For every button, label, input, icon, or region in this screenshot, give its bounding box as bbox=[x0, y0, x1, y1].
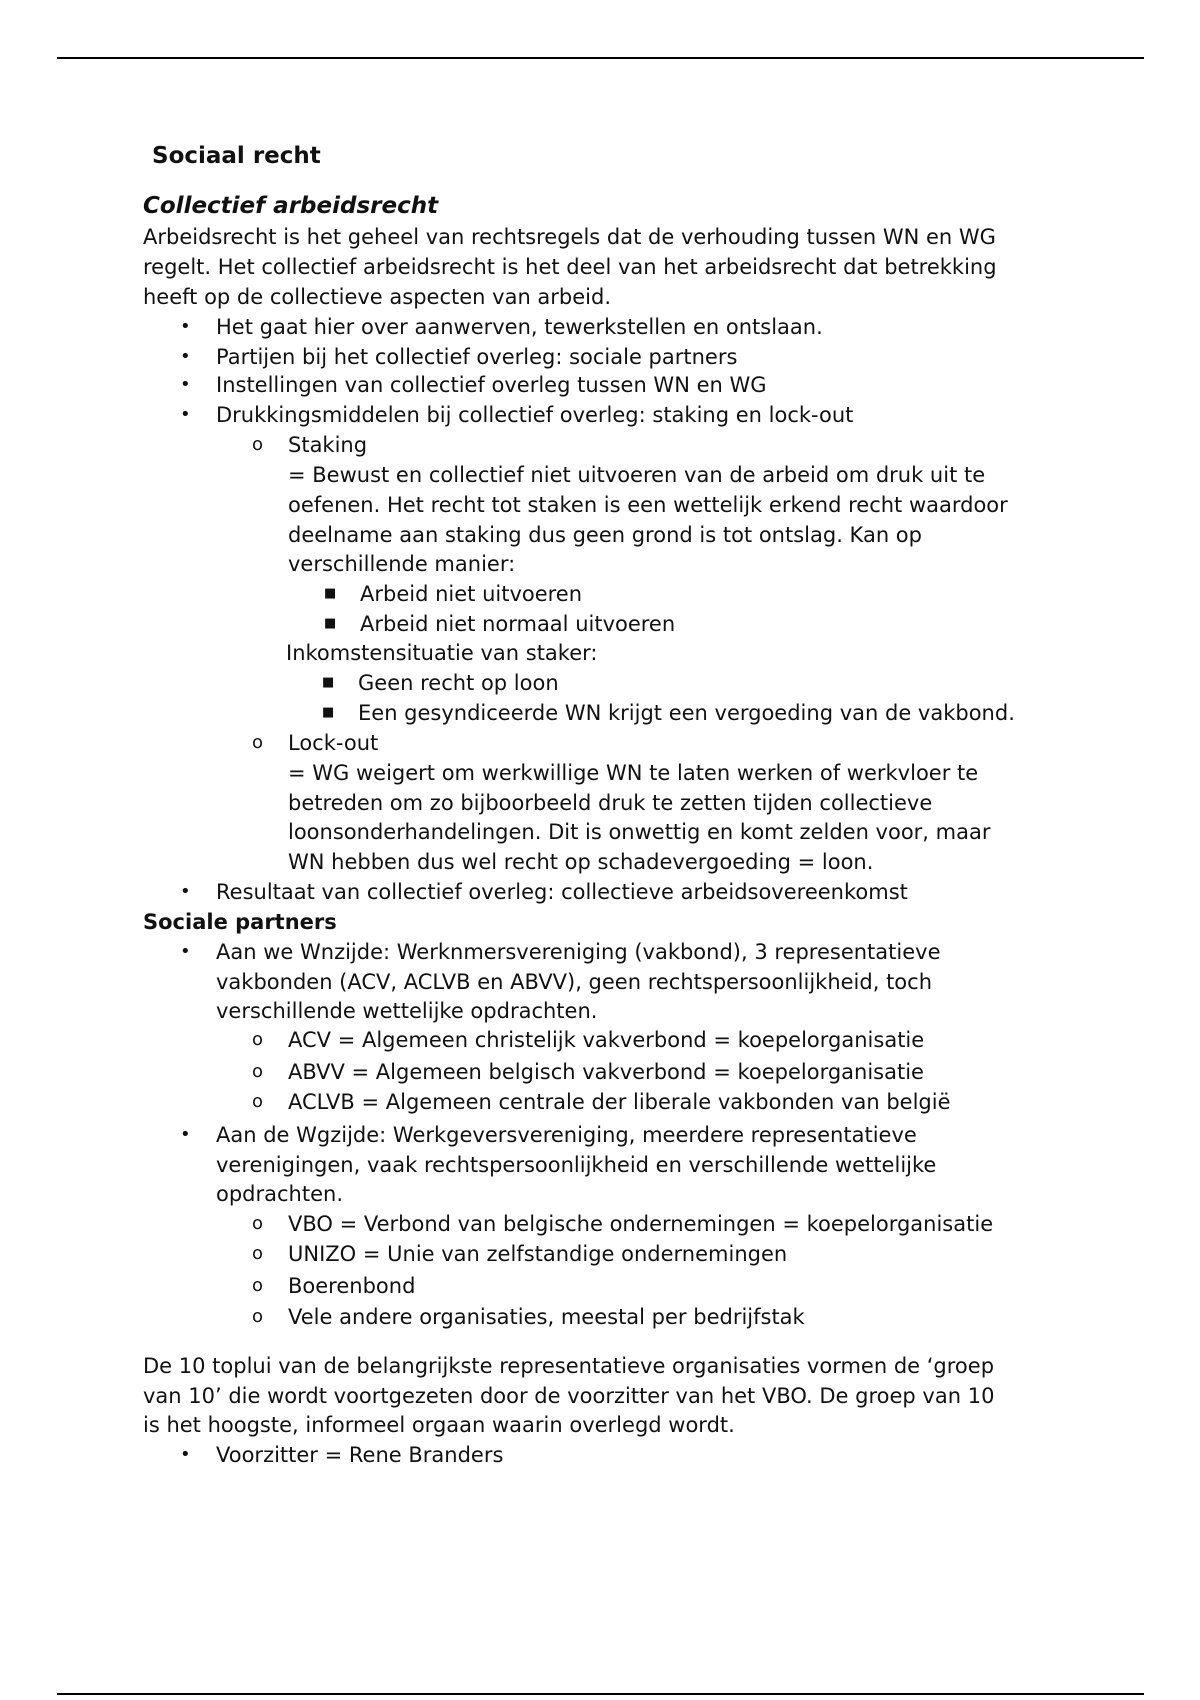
sub-bullet-o: o bbox=[252, 1061, 264, 1082]
footer-rule bbox=[57, 1693, 1144, 1695]
staking-desc-line: deelname aan staking dus geen grond is tot ontslag. Kan op bbox=[288, 523, 922, 547]
sub-item-lockout: Lock-out bbox=[288, 731, 379, 755]
groep10-line: van 10’ die wordt voortgezeten door de voorzitter van het VBO. De groep van 10 bbox=[143, 1384, 995, 1408]
sub-bullet-o: o bbox=[252, 732, 264, 753]
intro-line: regelt. Het collectief arbeidsrecht is het deel van het arbeidsrecht dat betrekking bbox=[143, 255, 997, 279]
sub-bullet-o: o bbox=[252, 1306, 264, 1327]
wn-item: ACLVB = Algemeen centrale der liberale vakbonden van belgië bbox=[288, 1090, 951, 1114]
wg-item: UNIZO = Unie van zelfstandige ondernemingen bbox=[288, 1242, 788, 1266]
section-heading-sociale-partners: Sociale partners bbox=[143, 910, 337, 934]
page-title: Sociaal recht bbox=[152, 143, 321, 169]
bullet-dot: • bbox=[180, 404, 191, 425]
staking-way: Arbeid niet uitvoeren bbox=[360, 582, 583, 606]
wn-text-line: vakbonden (ACV, ACLVB en ABVV), geen rechtspersoonlijkheid, toch bbox=[216, 970, 933, 994]
wg-item: Boerenbond bbox=[288, 1274, 416, 1298]
income-label: Inkomstensituatie van staker: bbox=[286, 641, 598, 665]
sub-bullet-o: o bbox=[252, 434, 264, 455]
staking-desc-line: verschillende manier: bbox=[288, 552, 516, 576]
sub-item-staking: Staking bbox=[288, 433, 368, 457]
wg-text-line: opdrachten. bbox=[216, 1182, 344, 1206]
intro-line: heeft op de collectieve aspecten van arbeid. bbox=[143, 285, 612, 309]
staking-desc-line: = Bewust en collectief niet uitvoeren van de arbeid om druk uit te bbox=[288, 463, 986, 487]
bullet-dot: • bbox=[180, 941, 191, 962]
wg-item: VBO = Verbond van belgische ondernemingen = koepelorganisatie bbox=[288, 1212, 994, 1236]
sub-bullet-o: o bbox=[252, 1243, 264, 1264]
groep10-line: De 10 toplui van de belangrijkste representatieve organisaties vormen de ‘groep bbox=[143, 1354, 995, 1378]
bullet-dot: • bbox=[180, 346, 191, 367]
section-heading-collectief: Collectief arbeidsrecht bbox=[143, 193, 439, 219]
wn-text-line: verschillende wettelijke opdrachten. bbox=[216, 999, 598, 1023]
square-bullet: ■ bbox=[324, 586, 337, 601]
square-bullet: ■ bbox=[322, 675, 335, 690]
chair-item: Voorzitter = Rene Branders bbox=[216, 1443, 504, 1467]
sub-bullet-o: o bbox=[252, 1213, 264, 1234]
wn-text-line: Aan we Wnzijde: Werknmersvereniging (vakbond), 3 representatieve bbox=[216, 940, 941, 964]
bullet-dot: • bbox=[180, 881, 191, 902]
bullet-dot: • bbox=[180, 374, 191, 395]
lockout-desc-line: loonsonderhandelingen. Dit is onwettig en komt zelden voor, maar bbox=[288, 820, 991, 844]
lockout-desc-line: = WG weigert om werkwillige WN te laten werken of werkvloer te bbox=[288, 761, 979, 785]
list-item: Partijen bij het collectief overleg: sociale partners bbox=[216, 345, 738, 369]
wg-item: Vele andere organisaties, meestal per bedrijfstak bbox=[288, 1305, 805, 1329]
staking-desc-line: oefenen. Het recht tot staken is een wettelijk erkend recht waardoor bbox=[288, 493, 1008, 517]
list-item: Drukkingsmiddelen bij collectief overleg: staking en lock-out bbox=[216, 403, 854, 427]
list-item: Instellingen van collectief overleg tussen WN en WG bbox=[216, 373, 767, 397]
groep10-line: is het hoogste, informeel orgaan waarin overlegd wordt. bbox=[143, 1413, 735, 1437]
wn-item: ABVV = Algemeen belgisch vakverbond = koepelorganisatie bbox=[288, 1060, 924, 1084]
lockout-desc-line: betreden om zo bijboorbeeld druk te zetten tijden collectieve bbox=[288, 791, 933, 815]
bullet-dot: • bbox=[180, 316, 191, 337]
wg-text-line: verenigingen, vaak rechtspersoonlijkheid en verschillende wettelijke bbox=[216, 1153, 937, 1177]
list-item: Resultaat van collectief overleg: collectieve arbeidsovereenkomst bbox=[216, 880, 908, 904]
intro-line: Arbeidsrecht is het geheel van rechtsregels dat de verhouding tussen WN en WG bbox=[143, 225, 996, 249]
staking-way: Arbeid niet normaal uitvoeren bbox=[360, 612, 676, 636]
sub-bullet-o: o bbox=[252, 1029, 264, 1050]
wg-text-line: Aan de Wgzijde: Werkgeversvereniging, meerdere representatieve bbox=[216, 1123, 917, 1147]
income-item: Geen recht op loon bbox=[358, 671, 559, 695]
lockout-desc-line: WN hebben dus wel recht op schadevergoeding = loon. bbox=[288, 850, 874, 874]
sub-bullet-o: o bbox=[252, 1275, 264, 1296]
square-bullet: ■ bbox=[324, 616, 337, 631]
wn-item: ACV = Algemeen christelijk vakverbond = koepelorganisatie bbox=[288, 1028, 925, 1052]
bullet-dot: • bbox=[180, 1444, 191, 1465]
list-item: Het gaat hier over aanwerven, tewerkstellen en ontslaan. bbox=[216, 315, 823, 339]
square-bullet: ■ bbox=[322, 705, 335, 720]
income-item: Een gesyndiceerde WN krijgt een vergoeding van de vakbond. bbox=[358, 701, 1015, 725]
bullet-dot: • bbox=[180, 1124, 191, 1145]
sub-bullet-o: o bbox=[252, 1091, 264, 1112]
header-rule bbox=[57, 57, 1144, 59]
